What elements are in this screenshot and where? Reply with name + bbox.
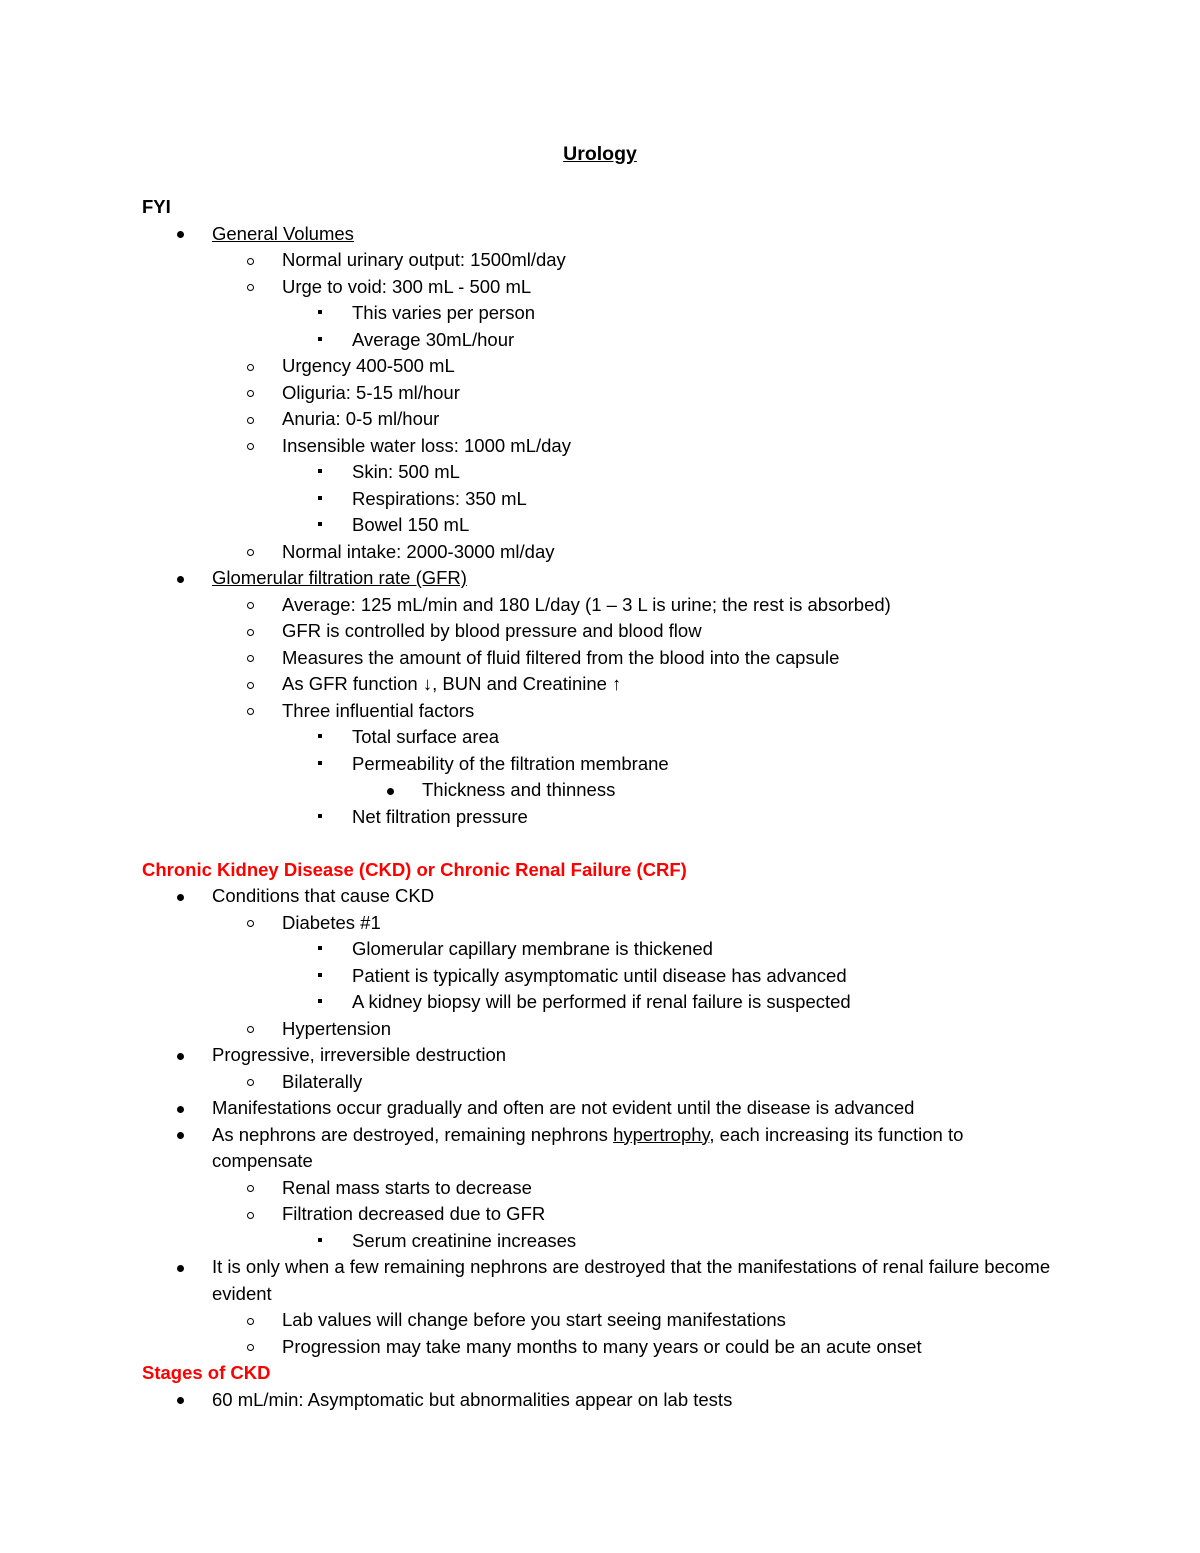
hypertrophy-term: hypertrophy	[613, 1123, 710, 1145]
square-bullet-icon	[310, 327, 330, 354]
circle-bullet-icon	[240, 1334, 260, 1361]
square-bullet-icon	[310, 300, 330, 327]
list-item: This varies per person	[282, 300, 1142, 327]
list-item: Hypertension	[212, 1016, 1142, 1043]
list-item: Bilaterally	[212, 1069, 1142, 1096]
list-item: Lab values will change before you start seeing manifestations	[212, 1307, 1142, 1334]
ckd-heading: Chronic Kidney Disease (CKD) or Chronic Renal Failure (CRF)	[142, 858, 687, 880]
list-item: Respirations: 350 mL	[282, 486, 1142, 513]
list-item: Diabetes #1 Glomerular capillary membrane is thickened Patient is typically asymptomatic until disease has advanced A kidney biopsy will be performed if renal failure is suspected	[212, 910, 1142, 1016]
list-item: It is only when a few remaining nephrons are destroyed that the manifestations of renal failure become evident Lab values will change before you start seeing manifestations Progression may take many months to many years or could be an acute onset	[142, 1254, 1142, 1360]
circle-bullet-icon	[240, 1307, 260, 1334]
bullet-icon	[170, 1122, 190, 1149]
circle-bullet-icon	[240, 433, 260, 460]
circle-bullet-icon	[240, 353, 260, 380]
list-item: 60 mL/min: Asymptomatic but abnormalities appear on lab tests	[142, 1387, 1142, 1414]
document-body	[142, 194, 1142, 1413]
circle-bullet-icon	[240, 274, 260, 301]
square-bullet-icon	[310, 512, 330, 539]
square-bullet-icon	[310, 963, 330, 990]
fyi-list	[142, 221, 1142, 831]
list-item: Urge to void: 300 mL - 500 mL This varies per person Average 30mL/hour	[212, 274, 1142, 354]
list-item	[142, 221, 1142, 566]
circle-bullet-icon	[240, 380, 260, 407]
bullet-icon	[170, 221, 190, 248]
list-item: Oliguria: 5-15 ml/hour	[212, 380, 1142, 407]
list-item: Permeability of the filtration membrane Thickness and thinness	[282, 751, 1142, 804]
list-item: GFR is controlled by blood pressure and blood flow	[212, 618, 1142, 645]
list-item: As GFR function ↓, BUN and Creatinine ↑	[212, 671, 1142, 698]
list-item: Average 30mL/hour	[282, 327, 1142, 354]
list-item: Total surface area	[282, 724, 1142, 751]
bullet-icon	[170, 565, 190, 592]
circle-bullet-icon	[240, 247, 260, 274]
list-item: Normal urinary output: 1500ml/day	[212, 247, 1142, 274]
list-item: Bowel 150 mL	[282, 512, 1142, 539]
circle-bullet-icon	[240, 1201, 260, 1228]
list-item: Normal intake: 2000-3000 ml/day	[212, 539, 1142, 566]
list-item: Conditions that cause CKD Diabetes #1 Glomerular capillary membrane is thickened Patient is typically asymptomatic until disease has advanced A kidney biopsy will be performed if renal failure is suspected Hypertension	[142, 883, 1142, 1042]
circle-bullet-icon	[240, 618, 260, 645]
list-item: Renal mass starts to decrease	[212, 1175, 1142, 1202]
list-item: Skin: 500 mL	[282, 459, 1142, 486]
list-item: Serum creatinine increases	[282, 1228, 1142, 1255]
list-item	[142, 565, 1142, 830]
list-item: Anuria: 0-5 ml/hour	[212, 406, 1142, 433]
bullet-icon	[170, 883, 190, 910]
circle-bullet-icon	[240, 645, 260, 672]
list-item: Manifestations occur gradually and often are not evident until the disease is advanced	[142, 1095, 1142, 1122]
square-bullet-icon	[310, 989, 330, 1016]
circle-bullet-icon	[240, 1175, 260, 1202]
stages-heading: Stages of CKD	[142, 1362, 271, 1383]
circle-bullet-icon	[240, 671, 260, 698]
square-bullet-icon	[310, 1228, 330, 1255]
circle-bullet-icon	[240, 1069, 260, 1096]
ckd-list	[142, 883, 1142, 1360]
list-item: Filtration decreased due to GFR Serum creatinine increases	[212, 1201, 1142, 1254]
bullet-icon	[170, 1254, 190, 1281]
square-bullet-icon	[310, 936, 330, 963]
square-bullet-icon	[310, 459, 330, 486]
square-bullet-icon	[310, 486, 330, 513]
bullet-icon	[170, 1042, 190, 1069]
bullet-icon	[380, 777, 400, 804]
general-volumes-list	[212, 247, 1142, 565]
list-item: As nephrons are destroyed, remaining nephrons hypertrophy, each increasing its function to compensate Renal mass starts to decrease Filtration decreased due to GFR Serum creatinine increases	[142, 1122, 1142, 1255]
circle-bullet-icon	[240, 406, 260, 433]
list-item: Patient is typically asymptomatic until disease has advanced	[282, 963, 1142, 990]
circle-bullet-icon	[240, 539, 260, 566]
circle-bullet-icon	[240, 910, 260, 937]
square-bullet-icon	[310, 804, 330, 831]
bullet-icon	[170, 1095, 190, 1122]
general-volumes-label: General Volumes	[212, 222, 354, 244]
bullet-icon	[170, 1387, 190, 1414]
list-item: Glomerular capillary membrane is thickened	[282, 936, 1142, 963]
list-item: A kidney biopsy will be performed if renal failure is suspected	[282, 989, 1142, 1016]
list-item: Average: 125 mL/min and 180 L/day (1 – 3 L is urine; the rest is absorbed)	[212, 592, 1142, 619]
list-item: Three influential factors Total surface area Permeability of the filtration membrane Thickness and thinness Net filtration pressure	[212, 698, 1142, 831]
list-item: Urgency 400-500 mL	[212, 353, 1142, 380]
fyi-heading: FYI	[142, 196, 171, 217]
square-bullet-icon	[310, 751, 330, 778]
gfr-label: Glomerular filtration rate (GFR)	[212, 567, 467, 588]
list-item: Measures the amount of fluid filtered from the blood into the capsule	[212, 645, 1142, 672]
list-item: Thickness and thinness	[352, 777, 1142, 804]
circle-bullet-icon	[240, 698, 260, 725]
stages-list	[142, 1387, 1142, 1414]
circle-bullet-icon	[240, 1016, 260, 1043]
list-item: Progression may take many months to many years or could be an acute onset	[212, 1334, 1142, 1361]
list-item: Insensible water loss: 1000 mL/day Skin: 500 mL Respirations: 350 mL Bowel 150 mL	[212, 433, 1142, 539]
page-title: Urology	[563, 143, 637, 165]
circle-bullet-icon	[240, 592, 260, 619]
gfr-list	[212, 592, 1142, 831]
list-item: Progressive, irreversible destruction Bilaterally	[142, 1042, 1142, 1095]
square-bullet-icon	[310, 724, 330, 751]
list-item: Net filtration pressure	[282, 804, 1142, 831]
